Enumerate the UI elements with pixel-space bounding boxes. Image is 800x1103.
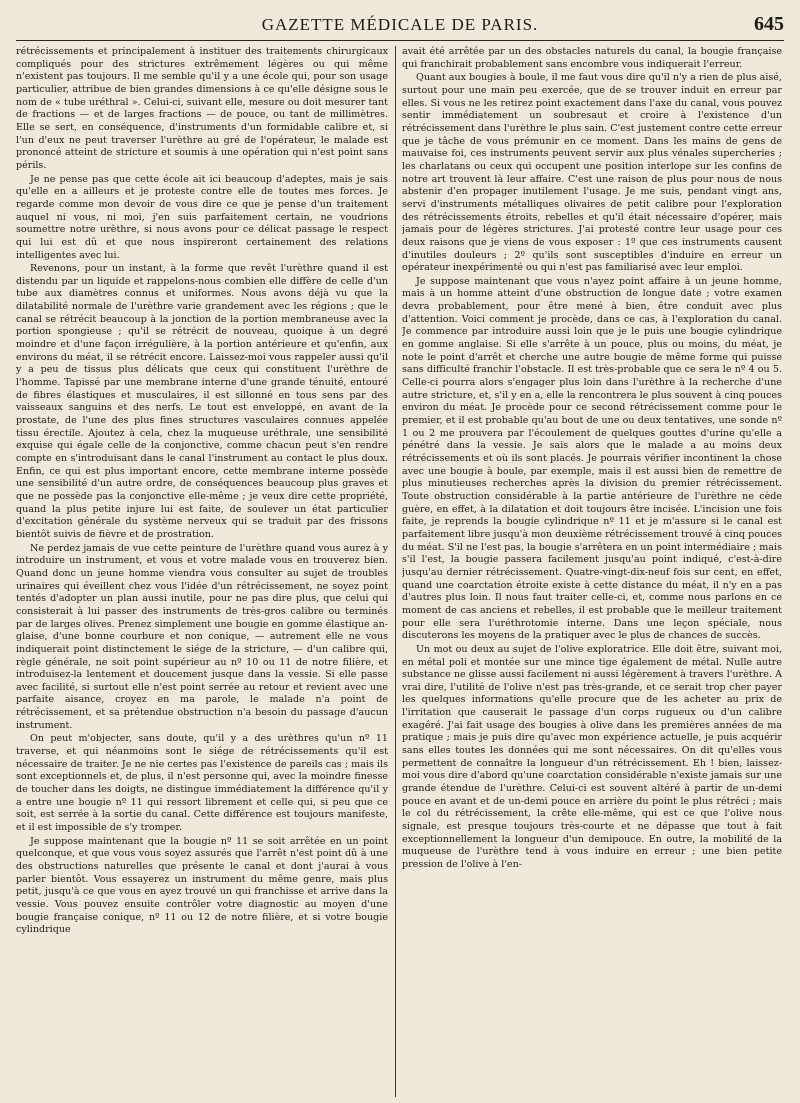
paragraph: Je ne pense pas que cette école ait ici beaucoup d'adeptes, mais je sais qu'elle en a ailleurs et je proteste contre elle de toutes mes forces. Je regarde comme mon devoir de vous dire ce que je pense d'un traitement auquel ni vous, ni moi, j'en suis parfaitement certain, ne voudrions soumettre notre urèthre, si nous avons pour ce délicat passage le respect qui lui est dû et que nous inspireront certainement des relations intelligentes avec lui. <box>16 173 388 261</box>
paragraph: Je suppose maintenant que la bougie nº 11 se soit arrêtée en un point quelconque, et que vous vous soyez assurés que l'arrêt n'est point dû à une des obstructions naturelles que présente le canal et dont j'aurai à vous parler bientôt. Vous essayerez un instrument du même genre, mais plus petit, jusqu'à ce que vous en ayez trouvé un qui franchisse et arrive dans la vessie. Vous pouvez ensuite contrôler votre diagnostic au moyen d'une bougie française conique, nº 11 ou 12 de notre filière, et si votre bougie cylindrique <box>16 835 388 936</box>
paragraph: Je suppose maintenant que vous n'ayez point affaire à un jeune homme, mais à un homme atteint d'une obstruction de longue date ; votre examen devra probablement, pour être mené à bien, être conduit avec plus d'attention. Voici comment je procède, dans ce cas, à l'exploration du canal. Je commence par introduire aussi loin que je le puis une bougie cylindrique en gomme anglaise. Si elle s'arrête à un pouce, plus ou moins, du méat, je note le point d'arrêt et cherche une autre bougie de même forme qui puisse sans difficulté franchir l'obstacle. Il est très-probable que ce sera le nº 4 ou 5. Celle-ci pourra alors s'engager plus loin dans l'urèthre à la recherche d'une autre stricture, et, s'il y en a, elle la rencontrera le plus souvent à cinq pouces environ du méat. Je procède pour ce second rétrécissement comme pour le premier, et il est probable qu'au bout de une ou deux tentatives, une sonde nº 1 ou 2 me prouvera par l'écoulement de quelques gouttes d'urine qu'elle a pénétré dans la vessie. Je sais alors que le malade a au moins deux rétrécissements et où ils sont placés. Je pourrais vérifier incontinent la chose avec une bougie à boule, par exemple, mais il est aussi bien de remettre de plus minutieuses recherches après la division du premier rétrécissement. Toute obstruction considérable à la partie antérieure de l'urèthre ne cède guère, en effet, à la dilatation et doit toujours être incisée. L'incision une fois faite, je reprends la bougie cylindrique nº 11 et je m'assure si le canal est parfaitement libre jusqu'à mon deuxième rétrécissement trouvé à cinq pouces du méat. S'il ne l'est pas, la bougie s'arrêtera en un point intermédiaire ; mais s'il l'est, la bougie passera facilement jusqu'au point indiqué, c'est-à-dire jusqu'au dernier rétrécissement. Quatre-vingt-dix-neuf fois sur cent, en effet, quand une coarctation étroite existe à cette distance du méat, il n'y en a pas d'autres plus loin. Il nous faut traiter celle-ci, et, comme nous parlons en ce moment de cas anciens et rebelles, il est probable que le meilleur traitement pour elle sera l'uréthrotomie interne. Dans une leçon spéciale, nous discuterons les moyens de la pratiquer avec le plus de chances de succès. <box>402 275 782 642</box>
paragraph: Revenons, pour un instant, à la forme que revêt l'urèthre quand il est distendu par un liquide et rappelons-nous combien elle diffère de celle d'un tube aux diamètres connus et uniformes. Nous avons déjà vu que la dilatabilité normale de l'urèthre varie grandement avec les régions ; que le canal se rétrécit beaucoup à la jonction de la portion membraneuse avec la portion spongieuse ; qu'il se rétrécit de nouveau, quoique à un degré moindre et d'une façon irrégulière, à la portion antérieure et qu'enfin, aux environs du méat, il se rétrécit encore. Laissez-moi vous rappeler aussi qu'il y a peu de tissus plus délicats que ceux qui constituent l'urèthre de l'homme. Tapissé par une membrane interne d'une grande ténuité, entouré de fibres élastiques et musculaires, il est sillonné en tous sens par des vaisseaux sanguins et des nerfs. Le tout est enveloppé, en avant de la prostate, de l'une des plus fines structures vasculaires connues appelée tissu érectile. Ajoutez à cela, chez la muqueuse uréthrale, une sensibilité exquise qui égale celle de la conjonctive, comme chacun peut s'en rendre compte en s'introduisant dans le canal l'instrument au contact le plus doux. Enfin, ce qui est plus important encore, cette membrane interne possède une sensibilité d'un autre ordre, de conséquences beaucoup plus graves et que ne possède pas la conjonctive elle-même ; je veux dire cette propriété, quand la plus petite injure lui est faite, de soulever un état particulier d'excitation générale du système nerveux qui se traduit par des frissons bientôt suivis de fièvre et de prostration. <box>16 263 388 540</box>
paragraph: Un mot ou deux au sujet de l'olive exploratrice. Elle doit être, suivant moi, en métal poli et montée sur une mince tige également de métal. Nulle autre substance ne glisse aussi facilement ni aussi légèrement à travers l'urèthre. A vrai dire, l'utilité de l'olive n'est pas très-grande, et ce serait trop cher payer les quelques informations qu'elle procure que de les acheter au prix de l'irritation que causerait le passage d'un corps rugueux ou d'un calibre exagéré. J'ai fait usage des bougies à olive dans les premières années de ma pratique ; mais je puis dire qu'avec mon expérience actuelle, je puis acquérir sans elles toutes les données qui me sont nécessaires. On dit qu'elles vous permettent de connaître la longueur d'un rétrécissement. Eh ! bien, laissez-moi vous dire d'abord qu'une coarctation considérable n'existe jamais sur une grande étendue de l'urèthre. Celui-ci est souvent altéré à partir de un-demi pouce en avant et de un-demi pouce en arrière du point le plus rétréci ; mais le col du rétrécissement, la crête elle-même, qui est ce que l'olive nous signale, est presque toujours très-courte et ne dépasse que tout à fait exceptionnellement la longueur d'un demipouce. En outre, la mobilité de la muqueuse de l'urèthre tend à vous induire en erreur ; une bien petite pression de l'olive à l'en- <box>402 643 782 870</box>
page-header <box>16 12 784 41</box>
paragraph: rétrécissements et principalement à instituer des traitements chirurgicaux compliqués pour des strictures extrêmement légères ou qui même n'existent pas toujours. Il me semble qu'il y a une école qui, pour son usage particulier, attribue de bien grandes dimensions à ce qu'elle désigne sous le nom de « tube uréthral ». Celui-ci, suivant elle, mesure ou doit mesurer tant de fractions — et de larges fractions — de pouce, ou tant de millimètres. Elle se sert, en conséquence, d'instruments d'un formidable calibre et, si l'un d'eux ne peut traverser l'urèthre au gré de l'opérateur, le malade est prononcé atteint de stricture et soumis à une opération qui n'est point sans périls. <box>16 46 388 171</box>
paragraph: On peut m'objecter, sans doute, qu'il y a des urèthres qu'un nº 11 traverse, et qui néanmoins sont le siége de rétrécissements qu'il est nécessaire de traiter. Je ne nie certes pas l'existence de pareils cas ; mais ils sont exceptionnels et, de plus, il n'est personne qui, avec la moindre finesse de toucher dans les doigts, ne distingue immédiatement la différence qu'il y a entre une bougie nº 11 qui ressort librement et celle qui, si peu que ce soit, est serrée à la sortie du canal. Cette différence est toujours manifeste, et il est impossible de s'y tromper. <box>16 733 388 834</box>
right-column <box>402 46 782 1099</box>
column-divider <box>395 46 396 1097</box>
paragraph: avait été arrêtée par un des obstacles naturels du canal, la bougie française qui franchirait probablement sans encombre vous indiquerait l'erreur. <box>402 46 782 70</box>
journal-title: GAZETTE MÉDICALE DE PARIS. <box>261 15 539 34</box>
paragraph: Ne perdez jamais de vue cette peinture de l'urèthre quand vous aurez à y introduire un instrument, et vous et votre malade vous en trouverez bien. Quand donc un jeune homme viendra vous consulter au sujet de troubles urinaires qui éveillent chez vous l'idée d'un rétrécissement, ne soyez point tentés d'adopter un plan aussi inutile, pour ne pas dire plus, que celui qui consisterait à lui passer des instruments de très-gros calibre ou terminés par de larges olives. Prenez simplement une bougie en gomme élastique anglaise, d'une bonne courbure et non conique, — autrement elle ne vous indiquerait point distinctement le siége de la stricture, — d'un calibre qui, règle générale, ne soit point supérieur au nº 10 ou 11 de notre filière, et introduisez-la lentement et doucement jusque dans la vessie. Si elle passe avec facilité, si surtout elle n'est point serrée au retour et revient avec une parfaite aisance, croyez en ma parole, le malade n'a point de rétrécissement, et sa prétendue obstruction n'a besoin du passage d'aucun instrument. <box>16 542 388 731</box>
paragraph: Quant aux bougies à boule, il me faut vous dire qu'il n'y a rien de plus aisé, surtout pour une main peu exercée, que de se trouver induit en erreur par elles. Si vous ne les retirez point exactement dans l'axe du canal, vous pouvez sentir immédiatement un soubresaut et croire à l'existence d'un rétrécissement dans l'urèthre le plus sain. C'est justement contre cette erreur que je tâche de vous prémunir en ce moment. Dans les mains de gens de mauvaise foi, ces instruments peuvent servir aux plus vénales supercheries ; les charlatans ou ceux qui occupent une position interlope sur les confins de notre art trouvent là leur affaire. C'est une raison de plus pour nous de nous abstenir d'en propager inutilement l'usage. Je me suis, pendant vingt ans, servi d'instruments métalliques olivaires de petit calibre pour l'exploration des rétrécissements étroits, rebelles et qu'il était nécessaire d'opérer, mais jamais pour de légères strictures. J'ai protesté contre leur usage pour ces deux raisons que je viens de vous exposer : 1º que ces instruments causent d'inutiles douleurs ; 2º qu'ils sont susceptibles d'induire en erreur un opérateur inexpérimenté ou qui n'est pas familiarisé avec leur emploi. <box>402 72 782 274</box>
page-number: 645 <box>754 13 784 35</box>
left-column <box>16 46 388 1099</box>
